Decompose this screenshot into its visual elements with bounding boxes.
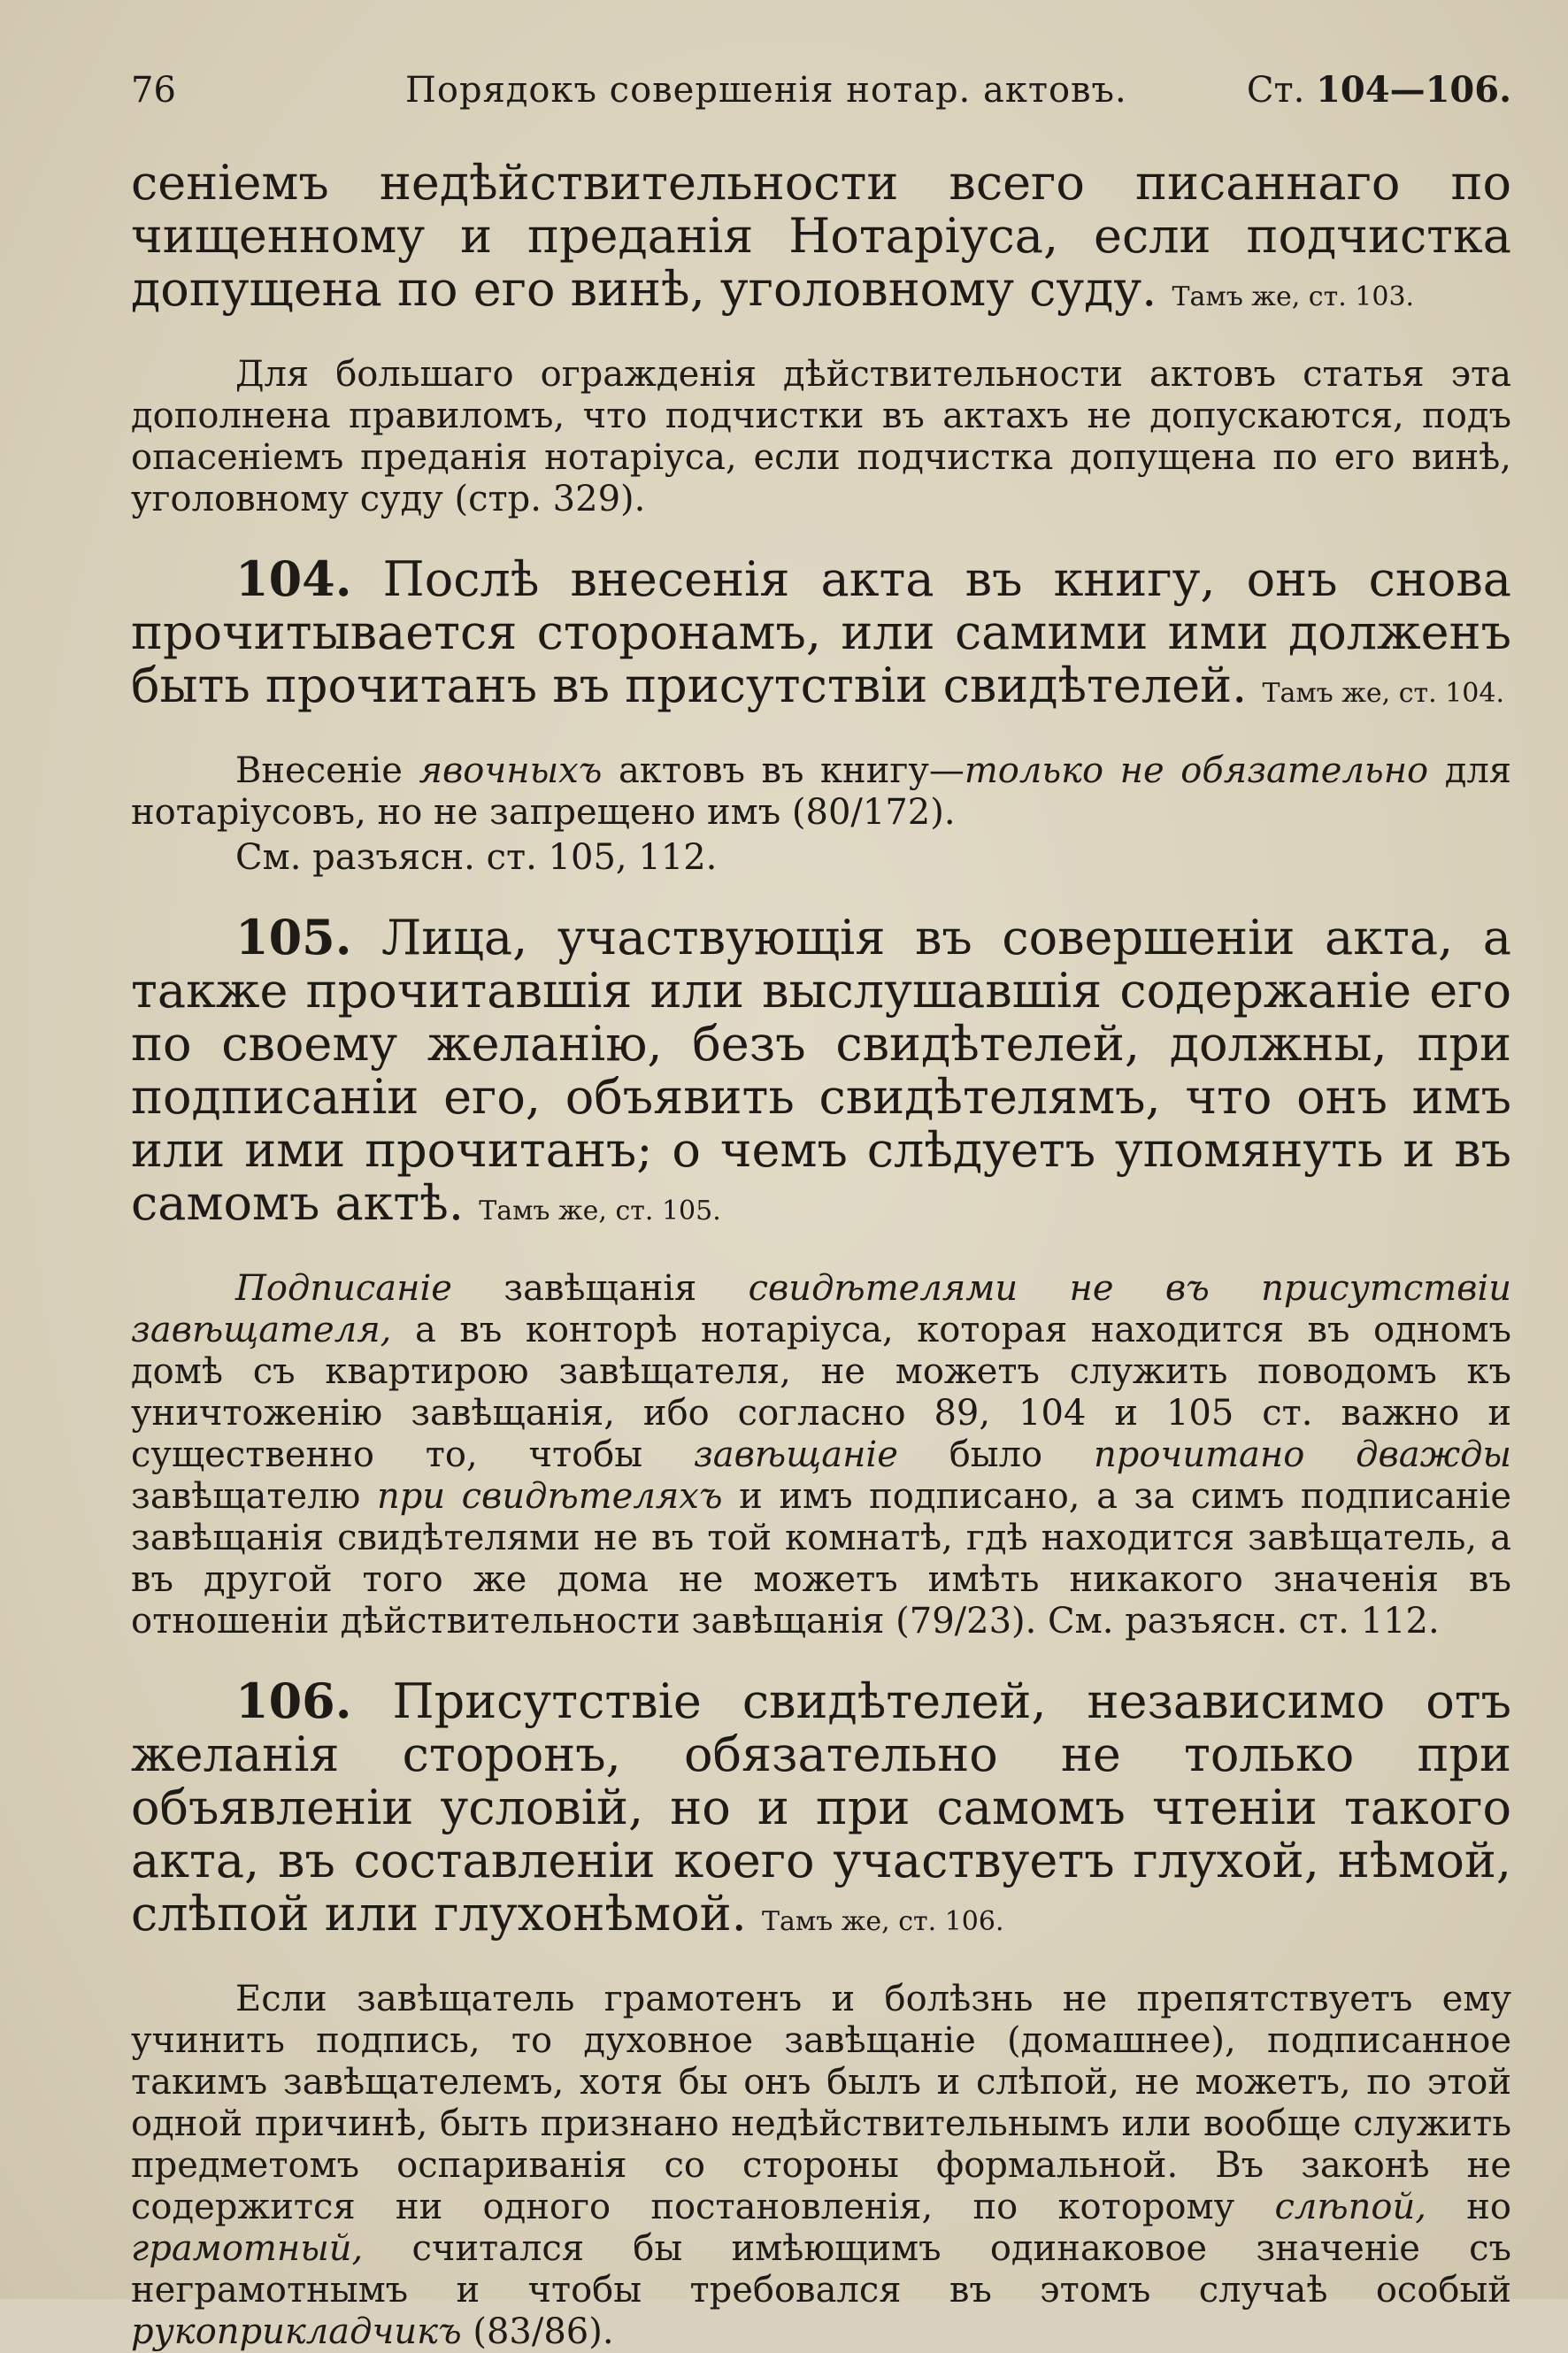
article-104: 104. Послѣ внесенія акта въ книгу, онъ снова прочитывается сторонамъ, или самими ими долженъ быть прочитанъ въ присутствіи свидѣтелей. Тамъ же, ст. 104. (131, 550, 1511, 713)
source-citation: Тамъ же, ст. 104. (1262, 678, 1504, 709)
commentary-note: Если завѣщатель грамотенъ и болѣзнь не препятствуетъ ему учинить подпись, то духовное завѣщаніе (домашнее), подписанное такимъ завѣщателемъ, хотя бы онъ былъ и слѣпой, не можетъ, по этой одной причинѣ, быть признано недѣйствительнымъ или вообще служить предметомъ оспариванія со стороны формальной. Въ законѣ не содержится ни одного постановленія, по которому слѣпой, но грамотный, считался бы имѣющимъ одинаковое значеніе съ неграмотнымъ и чтобы требовался въ этомъ случаѣ особый рукоприкладчикъ (83/86). (131, 1979, 1512, 2352)
continued-law-text: сеніемъ недѣйствительности всего писаннаго по чищенному и преданія Нотаріуса, если подчистка допущена по его винѣ, уголовному суду. Тамъ же, ст. 103. (131, 155, 1511, 317)
commentary-note: Для большаго огражденія дѣйствительности актовъ статья эта дополнена правиломъ, что подчистки въ актахъ не допускаются, подъ опасеніемъ преданія нотаріуса, если подчистка допущена по его винѣ, уголовному суду (стр. 329). (131, 354, 1511, 519)
article-105: 105. Лица, участвующія въ совершеніи акта, а также прочитавшія или выслушавшія содержаніе его по своему желанію, безъ свидѣтелей, должны, при подписаніи его, объявить свидѣтелямъ, что онъ имъ или ими прочитанъ; о чемъ слѣдуетъ упомянуть и въ самомъ актѣ. Тамъ же, ст. 105. (131, 909, 1511, 1231)
page-content (131, 157, 1511, 2353)
cross-reference: См. разъясн. ст. 105, 112. (235, 837, 718, 878)
commentary-note: Подписаніе завѣщанія свидѣтелями не въ присутствіи завѣщателя, а въ конторѣ нотаріуса, которая находится въ одномъ домѣ съ квартирою завѣщателя, не можетъ служить поводомъ къ уничтоженію завѣщанія, ибо согласно 89, 104 и 105 ст. важно и существенно то, чтобы завѣщаніе было прочитано дважды завѣщателю при свидѣтеляхъ и имъ подписано, а за симъ подписаніе завѣщанія свидѣтелями не въ той комнатѣ, гдѣ находится завѣщатель, а въ другой того же дома не можетъ имѣть никакого значенія въ отношеніи дѣйствительности завѣщанія (79/23). См. разъясн. ст. 112. (131, 1268, 1511, 1642)
source-citation: Тамъ же, ст. 105. (479, 1196, 721, 1226)
commentary-note: Внесеніе явочныхъ актовъ въ книгу—только не обязательно для нотаріусовъ, но не запрещено имъ (80/172). (131, 750, 1511, 833)
source-citation: Тамъ же, ст. 103. (1172, 281, 1415, 312)
running-title: Порядокъ совершенія нотар. актовъ. (405, 70, 1127, 111)
article-number: 104. (235, 550, 352, 607)
article-number: 105. (235, 909, 352, 965)
source-citation: Тамъ же, ст. 106. (761, 1906, 1004, 1937)
page-number: 76 (131, 70, 176, 111)
article-range: Ст. 104—106. (1246, 69, 1511, 111)
article-number: 106. (235, 1672, 352, 1729)
page-header (131, 69, 1511, 111)
article-106: 106. Присутствіе свидѣтелей, независимо отъ желанія сторонъ, обязательно не только при объявленіи условій, но и при самомъ чтеніи такого акта, въ составленіи коего участвуетъ глухой, нѣмой, слѣпой или глухонѣмой. Тамъ же, ст. 106. (131, 1672, 1511, 1942)
